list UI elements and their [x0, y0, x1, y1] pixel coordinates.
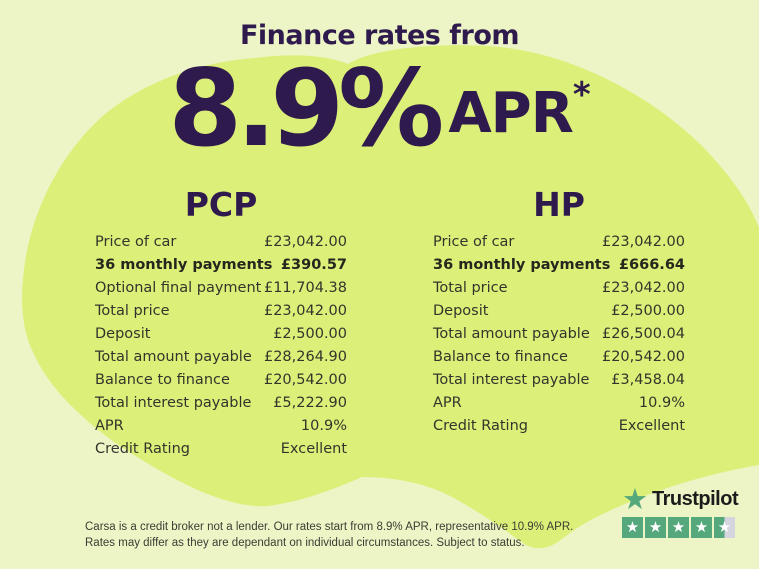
hp-title: HP [533, 185, 585, 224]
row-label: Total interest payable [433, 372, 590, 388]
table-row [95, 280, 347, 303]
rate-block [0, 47, 759, 170]
table-row [433, 326, 685, 349]
trustpilot-rating-stars [622, 517, 738, 538]
trustpilot-star-box [645, 517, 666, 538]
row-label: Total price [95, 303, 170, 319]
rate-suffix: APR [448, 81, 573, 146]
table-row [95, 372, 347, 395]
trustpilot-star-box [691, 517, 712, 538]
table-row [433, 349, 685, 372]
hp-table [433, 234, 685, 441]
row-value: £20,542.00 [263, 372, 347, 388]
row-value: Excellent [280, 441, 347, 457]
row-label: Credit Rating [95, 441, 190, 457]
row-value: £5,222.90 [273, 395, 347, 411]
row-value: 10.9% [300, 418, 347, 434]
table-row [433, 280, 685, 303]
row-value: £23,042.00 [263, 303, 347, 319]
row-value: £666.64 [618, 257, 685, 273]
table-row [95, 257, 347, 280]
row-label: Total amount payable [95, 349, 252, 365]
trustpilot-star-box [714, 517, 735, 538]
table-row [433, 303, 685, 326]
table-row [433, 372, 685, 395]
star-glyph-icon: ★ [648, 518, 663, 536]
row-label: 36 monthly payments [95, 257, 273, 273]
star-glyph-icon: ★ [625, 518, 640, 536]
star-glyph-icon: ★ [717, 518, 732, 536]
row-label: Total price [433, 280, 508, 296]
row-value: £3,458.04 [611, 372, 685, 388]
table-row [95, 441, 347, 464]
disclaimer [85, 519, 705, 551]
trustpilot-star-box [668, 517, 689, 538]
rate-value: 8.9% [168, 47, 439, 170]
pcp-title: PCP [184, 185, 258, 224]
disclaimer-line-1: Carsa is a credit broker not a lender. Our rates start from 8.9% APR, representative 10.9% APR. [85, 521, 574, 533]
row-value: £26,500.04 [601, 326, 685, 342]
table-row [95, 326, 347, 349]
trustpilot-wordmark: Trustpilot [652, 487, 739, 510]
row-label: Credit Rating [433, 418, 528, 434]
row-value: £2,500.00 [273, 326, 347, 342]
trustpilot-star-box [622, 517, 643, 538]
star-glyph-icon: ★ [694, 518, 709, 536]
row-label: Optional final payment [95, 280, 262, 296]
table-row [95, 395, 347, 418]
pcp-column [95, 185, 347, 464]
star-glyph-icon: ★ [671, 518, 686, 536]
row-label: Price of car [95, 234, 177, 250]
rate-asterisk: * [572, 75, 591, 115]
row-label: Balance to finance [95, 372, 230, 388]
trustpilot-logo [622, 482, 739, 516]
trustpilot-star-icon: ★ [622, 482, 648, 516]
row-label: Price of car [433, 234, 515, 250]
row-value: 10.9% [638, 395, 685, 411]
row-label: Total interest payable [95, 395, 252, 411]
row-value: £390.57 [280, 257, 347, 273]
trustpilot-block [622, 482, 739, 538]
row-label: Deposit [95, 326, 151, 342]
table-row [95, 303, 347, 326]
row-value: £11,704.38 [263, 280, 347, 296]
disclaimer-line-2: Rates may differ as they are dependant on individual circumstances. Subject to status. [85, 537, 525, 549]
row-value: Excellent [618, 418, 685, 434]
row-value: £2,500.00 [611, 303, 685, 319]
row-value: £23,042.00 [601, 234, 685, 250]
row-value: £28,264.90 [263, 349, 347, 365]
pcp-table [95, 234, 347, 464]
table-row [433, 234, 685, 257]
row-value: £23,042.00 [263, 234, 347, 250]
row-label: APR [95, 418, 124, 434]
row-label: APR [433, 395, 462, 411]
headline-title: Finance rates from [239, 20, 520, 51]
table-row [433, 418, 685, 441]
table-row [95, 349, 347, 372]
table-row [95, 234, 347, 257]
row-label: Balance to finance [433, 349, 568, 365]
row-label: Total amount payable [433, 326, 590, 342]
hp-column [433, 185, 685, 441]
row-label: Deposit [433, 303, 489, 319]
table-row [95, 418, 347, 441]
table-row [433, 395, 685, 418]
row-value: £23,042.00 [601, 280, 685, 296]
row-value: £20,542.00 [601, 349, 685, 365]
table-row [433, 257, 685, 280]
row-label: 36 monthly payments [433, 257, 611, 273]
